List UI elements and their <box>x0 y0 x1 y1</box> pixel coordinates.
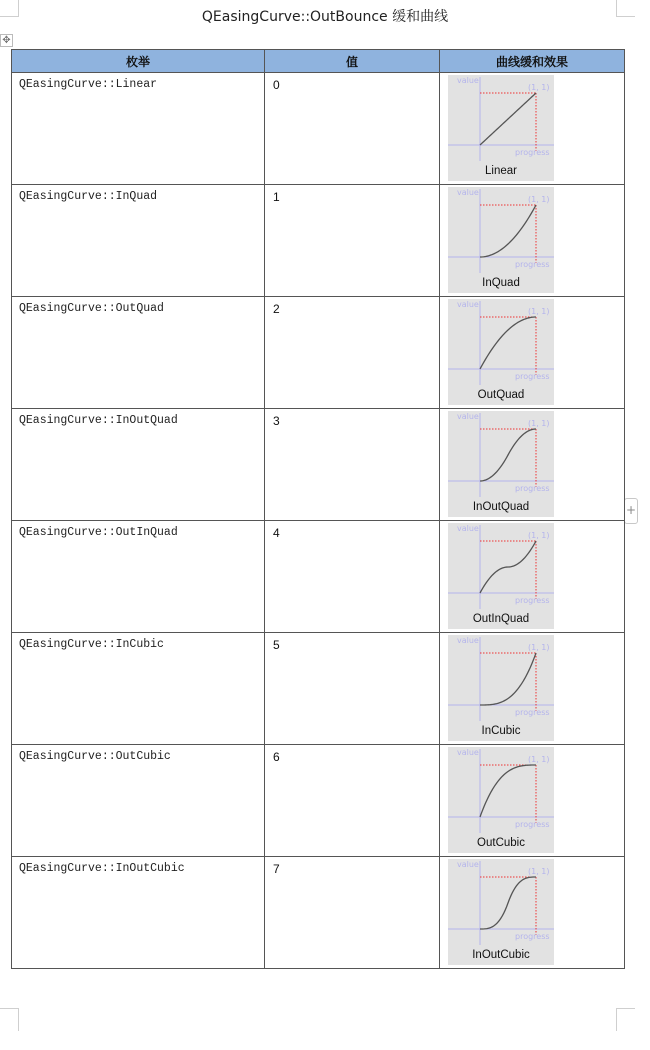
curve-endpoint-label: (1, 1) <box>528 755 550 764</box>
enum-name: QEasingCurve::OutQuad <box>19 302 164 315</box>
enum-cell <box>12 633 265 745</box>
easing-curve-image <box>448 635 554 741</box>
curve-value-axis-label: value <box>457 412 479 421</box>
value-cell <box>265 633 440 745</box>
curve-endpoint-label: (1, 1) <box>528 307 550 316</box>
value-cell <box>265 73 440 185</box>
value-cell <box>265 409 440 521</box>
curve-cell <box>440 857 625 969</box>
curve-progress-axis-label: progress <box>515 596 550 605</box>
curve-value-axis-label: value <box>457 300 479 309</box>
table-row <box>12 297 625 409</box>
enum-value: 3 <box>273 414 280 428</box>
curve-value-axis-label: value <box>457 636 479 645</box>
curve-value-axis-label: value <box>457 748 479 757</box>
enum-cell <box>12 745 265 857</box>
easing-curve-image <box>448 299 554 405</box>
value-cell <box>265 297 440 409</box>
curve-value-axis-label: value <box>457 860 479 869</box>
page-corner-mark-bottom-right <box>616 1008 635 1031</box>
curve-endpoint-label: (1, 1) <box>528 643 550 652</box>
enum-value: 0 <box>273 78 280 92</box>
curve-cell <box>440 185 625 297</box>
curve-progress-axis-label: progress <box>515 260 550 269</box>
enum-cell <box>12 409 265 521</box>
table-header-row <box>12 50 625 73</box>
enum-value: 5 <box>273 638 280 652</box>
enum-value: 4 <box>273 526 280 540</box>
easing-curve-image <box>448 187 554 293</box>
value-cell <box>265 857 440 969</box>
curve-name-label: InOutQuad <box>472 501 530 513</box>
enum-name: QEasingCurve::InQuad <box>19 190 158 203</box>
table-row <box>12 633 625 745</box>
enum-cell <box>12 73 265 185</box>
enum-name: QEasingCurve::InCubic <box>19 638 164 651</box>
curve-cell <box>440 409 625 521</box>
curve-endpoint-label: (1, 1) <box>528 531 550 540</box>
curve-endpoint-label: (1, 1) <box>528 867 550 876</box>
curve-endpoint-label: (1, 1) <box>528 419 550 428</box>
enum-name: QEasingCurve::OutInQuad <box>19 526 178 539</box>
curve-name-label: OutInQuad <box>472 613 530 625</box>
curve-cell <box>440 73 625 185</box>
page-corner-mark-bottom-left <box>0 1008 19 1031</box>
enum-cell <box>12 857 265 969</box>
header-effect: 曲线缓和效果 <box>440 50 625 73</box>
curve-cell <box>440 297 625 409</box>
header-enum: 枚举 <box>12 50 265 73</box>
enum-cell <box>12 521 265 633</box>
enum-value: 2 <box>273 302 280 316</box>
curve-progress-axis-label: progress <box>515 372 550 381</box>
enum-name: QEasingCurve::OutCubic <box>19 750 171 763</box>
value-cell <box>265 185 440 297</box>
table-row <box>12 521 625 633</box>
curve-cell <box>440 745 625 857</box>
header-value: 值 <box>265 50 440 73</box>
page-title: QEasingCurve::OutBounce 缓和曲线 <box>201 9 449 25</box>
value-cell <box>265 745 440 857</box>
curve-progress-axis-label: progress <box>515 708 550 717</box>
enum-name: QEasingCurve::Linear <box>19 78 158 91</box>
curve-endpoint-label: (1, 1) <box>528 83 550 92</box>
curve-name-label: InCubic <box>481 725 521 737</box>
easing-curve-image <box>448 523 554 629</box>
enum-cell <box>12 297 265 409</box>
curve-progress-axis-label: progress <box>515 932 550 941</box>
easing-curve-image <box>448 75 554 181</box>
curve-progress-axis-label: progress <box>515 820 550 829</box>
curve-endpoint-label: (1, 1) <box>528 195 550 204</box>
table-row <box>12 73 625 185</box>
curve-name-label: OutQuad <box>477 389 525 401</box>
curve-name-label: Linear <box>485 165 517 177</box>
table-row <box>12 409 625 521</box>
curve-value-axis-label: value <box>457 188 479 197</box>
table-row <box>12 185 625 297</box>
curve-value-axis-label: value <box>457 76 479 85</box>
enum-name: QEasingCurve::InOutQuad <box>19 414 178 427</box>
easing-curve-table <box>11 49 625 969</box>
curve-name-label: InQuad <box>482 277 520 289</box>
enum-name: QEasingCurve::InOutCubic <box>19 862 185 875</box>
curve-progress-axis-label: progress <box>515 148 550 157</box>
easing-curve-image <box>448 859 554 965</box>
curve-cell <box>440 633 625 745</box>
easing-curve-image <box>448 411 554 517</box>
curve-name-label: InOutCubic <box>472 949 530 961</box>
curve-value-axis-label: value <box>457 524 479 533</box>
curve-cell <box>440 521 625 633</box>
add-row-button[interactable]: + <box>624 498 638 524</box>
enum-value: 1 <box>273 190 280 204</box>
enum-value: 6 <box>273 750 280 764</box>
enum-cell <box>12 185 265 297</box>
table-row <box>12 745 625 857</box>
curve-name-label: OutCubic <box>477 837 525 849</box>
curve-progress-axis-label: progress <box>515 484 550 493</box>
table-move-handle-icon[interactable]: ✥ <box>0 34 13 47</box>
easing-curve-image <box>448 747 554 853</box>
enum-value: 7 <box>273 862 280 876</box>
table-row <box>12 857 625 969</box>
value-cell <box>265 521 440 633</box>
